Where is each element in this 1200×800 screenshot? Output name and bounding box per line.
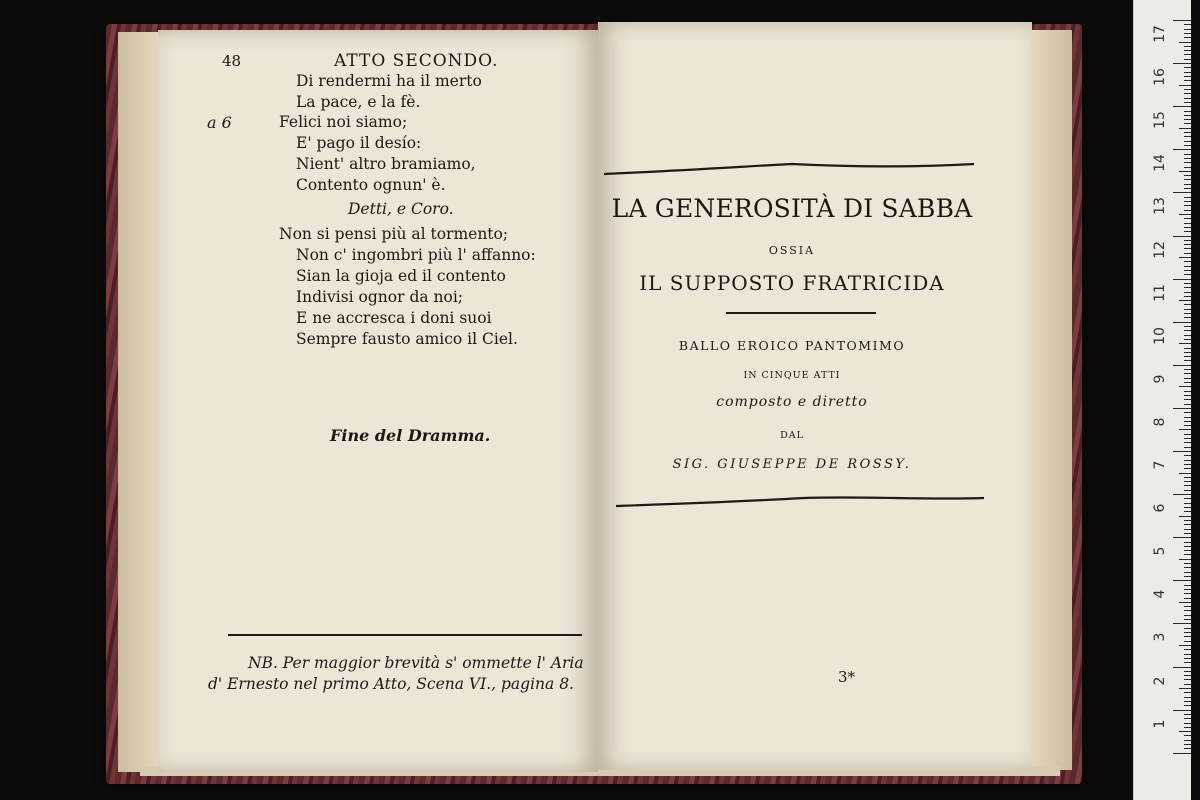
ruler-tick — [1184, 735, 1191, 736]
ruler-tick — [1179, 257, 1191, 258]
chorus-line: Sian la gioja ed il contento — [296, 267, 506, 285]
ruler-tick — [1184, 132, 1191, 133]
ruler-tick — [1184, 352, 1191, 353]
ruler-tick — [1184, 360, 1191, 361]
ruler-tick — [1184, 748, 1191, 749]
ruler-tick — [1184, 227, 1191, 228]
stage-direction: Detti, e Coro. — [348, 200, 454, 218]
ruler-tick — [1179, 559, 1191, 560]
composed: composto e diretto — [716, 394, 868, 410]
title: LA GENEROSITÀ DI SABBA — [611, 194, 973, 223]
ruler-tick — [1184, 455, 1191, 456]
ruler-tick — [1184, 76, 1191, 77]
ruler-tick — [1184, 542, 1191, 543]
ruler-tick — [1184, 223, 1191, 224]
ruler-tick — [1184, 304, 1191, 305]
ruler-number: 1 — [1152, 719, 1168, 729]
measuring-ruler — [1133, 0, 1191, 800]
ruler-tick — [1179, 516, 1191, 517]
ruler-number: 17 — [1152, 25, 1168, 43]
ruler-number: 7 — [1152, 460, 1168, 470]
ruler-tick — [1184, 684, 1191, 685]
ruler-tick — [1184, 317, 1191, 318]
ruler-tick — [1184, 421, 1191, 422]
ruler-tick — [1184, 115, 1191, 116]
ruler-tick — [1173, 149, 1191, 150]
ruler-tick — [1184, 287, 1191, 288]
ruler-tick — [1184, 244, 1191, 245]
ruler-tick — [1184, 610, 1191, 611]
ruler-tick — [1184, 705, 1191, 706]
ruler-tick — [1184, 399, 1191, 400]
ruler-tick — [1184, 184, 1191, 185]
ruler-tick — [1173, 236, 1191, 237]
ruler-tick — [1184, 378, 1191, 379]
ruler-tick — [1184, 442, 1191, 443]
ruler-tick — [1184, 29, 1191, 30]
ruler-tick — [1184, 274, 1191, 275]
ruler-tick — [1184, 654, 1191, 655]
ruler-number: 5 — [1152, 546, 1168, 556]
ruler-tick — [1184, 33, 1191, 34]
ruler-tick — [1184, 270, 1191, 271]
ruler-tick — [1184, 175, 1191, 176]
ruler-tick — [1184, 598, 1191, 599]
ruler-tick — [1184, 628, 1191, 629]
ruler-tick — [1184, 309, 1191, 310]
ruler-number: 14 — [1152, 154, 1168, 173]
ruler-tick — [1184, 292, 1191, 293]
ruler-tick — [1184, 24, 1191, 25]
ruler-tick — [1184, 546, 1191, 547]
ruler-tick — [1184, 649, 1191, 650]
ruler-tick — [1184, 692, 1191, 693]
ruler-tick — [1184, 615, 1191, 616]
ruler-tick — [1184, 468, 1191, 469]
ruler-tick — [1184, 123, 1191, 124]
ruler-tick — [1173, 408, 1191, 409]
ruler-tick — [1184, 179, 1191, 180]
ruler-tick — [1184, 485, 1191, 486]
ruler-tick — [1184, 197, 1191, 198]
page-number: 48 — [222, 52, 242, 70]
ruler-tick — [1184, 585, 1191, 586]
ruler-tick — [1184, 533, 1191, 534]
ruler-tick — [1173, 537, 1191, 538]
ruler-tick — [1184, 438, 1191, 439]
ruler-tick — [1179, 343, 1191, 344]
ruler-tick — [1184, 391, 1191, 392]
ruler-number: 2 — [1152, 676, 1168, 685]
subtitle: IL SUPPOSTO FRATRICIDA — [639, 271, 945, 295]
ruler-tick — [1173, 667, 1191, 668]
author: SIG. GIUSEPPE DE ROSSY. — [672, 457, 912, 472]
ruler-tick — [1184, 205, 1191, 206]
ruler-tick — [1179, 429, 1191, 430]
ruler-tick — [1184, 296, 1191, 297]
ruler-number: 6 — [1152, 503, 1168, 513]
ruler-tick — [1184, 576, 1191, 577]
ruler-tick — [1184, 313, 1191, 314]
ruler-tick — [1184, 98, 1191, 99]
ruler-tick — [1184, 679, 1191, 680]
ruler-tick — [1184, 330, 1191, 331]
ruler-tick — [1179, 386, 1191, 387]
ruler-tick — [1184, 89, 1191, 90]
ruler-number: 3 — [1152, 632, 1168, 642]
ruler-tick — [1173, 63, 1191, 64]
ruler-number: 9 — [1152, 374, 1168, 384]
ruler-tick — [1184, 619, 1191, 620]
ruler-tick — [1173, 279, 1191, 280]
ruler-tick — [1184, 404, 1191, 405]
ruler-tick — [1184, 723, 1191, 724]
ruler-tick — [1184, 188, 1191, 189]
ruler-tick — [1184, 718, 1191, 719]
ruler-tick — [1173, 451, 1191, 452]
ruler-tick — [1184, 210, 1191, 211]
chorus-line: Sempre fausto amico il Ciel. — [296, 330, 518, 348]
ruler-tick — [1179, 731, 1191, 732]
ruler-tick — [1173, 710, 1191, 711]
verse-line: Contento ognun' è. — [296, 176, 446, 194]
ruler-tick — [1184, 697, 1191, 698]
ruler-tick — [1184, 248, 1191, 249]
ruler-tick — [1184, 162, 1191, 163]
ruler-tick — [1184, 447, 1191, 448]
ruler-tick — [1184, 636, 1191, 637]
ruler-number: 13 — [1152, 197, 1168, 216]
left-page — [158, 30, 598, 772]
ruler-tick — [1184, 572, 1191, 573]
ruler-tick — [1184, 477, 1191, 478]
short-rule — [726, 312, 876, 314]
ruler-tick — [1184, 80, 1191, 81]
ruler-number: 11 — [1152, 283, 1168, 302]
ruler-number: 16 — [1152, 68, 1168, 87]
ruler-tick — [1184, 59, 1191, 60]
ruler-tick — [1184, 744, 1191, 745]
footnote-rule — [228, 634, 582, 636]
ruler-tick — [1184, 740, 1191, 741]
ruler-tick — [1179, 214, 1191, 215]
ruler-tick — [1184, 158, 1191, 159]
ruler-tick — [1184, 67, 1191, 68]
ruler-tick — [1184, 563, 1191, 564]
bottom-ornamental-rule — [614, 492, 988, 514]
ruler-number: 12 — [1152, 240, 1168, 259]
ruler-tick — [1184, 701, 1191, 702]
footnote-line-2: d' Ernesto nel primo Atto, Scena VI., pagina 8. — [208, 675, 574, 693]
genre: BALLO EROICO PANTOMIMO — [678, 338, 906, 353]
footnote-line-1: NB. Per maggior brevità s' ommette l' Aria — [248, 654, 584, 672]
chorus-line: E ne accresca i doni suoi — [296, 309, 492, 327]
verse-line: Di rendermi ha il merto — [296, 72, 482, 90]
ossia: OSSIA — [768, 244, 816, 257]
ruler-tick — [1184, 119, 1191, 120]
ruler-tick — [1179, 602, 1191, 603]
ruler-tick — [1184, 498, 1191, 499]
ruler-tick — [1179, 42, 1191, 43]
ruler-tick — [1179, 128, 1191, 129]
ruler-tick — [1184, 335, 1191, 336]
ruler-tick — [1184, 727, 1191, 728]
ruler-number: 15 — [1152, 111, 1168, 130]
right-page — [598, 22, 1032, 770]
ruler-tick — [1184, 102, 1191, 103]
ruler-tick — [1184, 111, 1191, 112]
ruler-tick — [1173, 753, 1191, 754]
ruler-tick — [1173, 365, 1191, 366]
ruler-tick — [1184, 567, 1191, 568]
ruler-tick — [1184, 658, 1191, 659]
ruler-tick — [1184, 382, 1191, 383]
ruler-tick — [1179, 645, 1191, 646]
ruler-tick — [1184, 54, 1191, 55]
ruler-tick — [1184, 154, 1191, 155]
ruler-tick — [1179, 300, 1191, 301]
ruler-tick — [1184, 240, 1191, 241]
ruler-tick — [1184, 50, 1191, 51]
ruler-tick — [1184, 93, 1191, 94]
ruler-tick — [1184, 201, 1191, 202]
ruler-tick — [1184, 606, 1191, 607]
ruler-tick — [1184, 72, 1191, 73]
chorus-line: Indivisi ognor da noi; — [296, 288, 464, 306]
top-ornamental-rule — [602, 160, 976, 182]
ruler-tick — [1184, 524, 1191, 525]
ruler-number: 10 — [1152, 326, 1168, 345]
ruler-tick — [1184, 231, 1191, 232]
ruler-tick — [1184, 589, 1191, 590]
ruler-tick — [1173, 20, 1191, 21]
ruler-tick — [1173, 580, 1191, 581]
running-head: ATTO SECONDO. — [334, 51, 499, 71]
ruler-tick — [1184, 339, 1191, 340]
ruler-tick — [1179, 85, 1191, 86]
ruler-tick — [1184, 218, 1191, 219]
ruler-tick — [1184, 253, 1191, 254]
ruler-tick — [1184, 425, 1191, 426]
ruler-tick — [1184, 460, 1191, 461]
ruler-tick — [1184, 511, 1191, 512]
chorus-line: Non si pensi più al tormento; — [279, 225, 509, 243]
ruler-tick — [1184, 550, 1191, 551]
ruler-tick — [1184, 266, 1191, 267]
ruler-tick — [1184, 369, 1191, 370]
ruler-tick — [1184, 167, 1191, 168]
ruler-tick — [1184, 434, 1191, 435]
ruler-tick — [1184, 554, 1191, 555]
ruler-tick — [1184, 671, 1191, 672]
a6-label: a 6 — [207, 113, 232, 132]
ruler-tick — [1184, 141, 1191, 142]
verse-line: Felici noi siamo; — [279, 113, 408, 131]
ruler-tick — [1184, 136, 1191, 137]
ruler-tick — [1184, 261, 1191, 262]
ruler-tick — [1184, 714, 1191, 715]
ruler-tick — [1184, 593, 1191, 594]
acts: IN CINQUE ATTI — [743, 370, 841, 381]
ruler-tick — [1184, 326, 1191, 327]
signature-mark: 3* — [838, 668, 856, 686]
ruler-tick — [1179, 688, 1191, 689]
ruler-tick — [1184, 412, 1191, 413]
ruler-tick — [1184, 37, 1191, 38]
ruler-tick — [1173, 106, 1191, 107]
ruler-tick — [1173, 494, 1191, 495]
ruler-tick — [1179, 473, 1191, 474]
ruler-tick — [1184, 356, 1191, 357]
ruler-number: 4 — [1152, 589, 1168, 599]
ruler-tick — [1184, 507, 1191, 508]
ruler-tick — [1184, 520, 1191, 521]
ruler-tick — [1184, 417, 1191, 418]
ruler-tick — [1173, 322, 1191, 323]
left-endpaper — [118, 32, 162, 772]
dal: DAL — [780, 430, 804, 441]
ruler-tick — [1184, 283, 1191, 284]
ruler-tick — [1184, 641, 1191, 642]
verse-line: Nient' altro bramiamo, — [296, 155, 476, 173]
ruler-tick — [1184, 46, 1191, 47]
ruler-number: 8 — [1152, 417, 1168, 427]
ruler-tick — [1184, 490, 1191, 491]
ruler-tick — [1184, 348, 1191, 349]
fine-del-dramma: Fine del Dramma. — [330, 426, 491, 445]
ruler-tick — [1184, 145, 1191, 146]
verse-line: La pace, e la fè. — [296, 93, 421, 111]
ruler-tick — [1184, 395, 1191, 396]
ruler-tick — [1184, 481, 1191, 482]
ruler-tick — [1179, 171, 1191, 172]
ruler-tick — [1184, 373, 1191, 374]
verse-line: E' pago il desío: — [296, 134, 422, 152]
ruler-tick — [1184, 662, 1191, 663]
chorus-line: Non c' ingombri più l' affanno: — [296, 246, 536, 264]
ruler-tick — [1184, 675, 1191, 676]
ruler-tick — [1173, 623, 1191, 624]
ruler-tick — [1184, 464, 1191, 465]
ruler-tick — [1173, 192, 1191, 193]
ruler-tick — [1184, 503, 1191, 504]
right-endpaper — [1028, 30, 1072, 770]
ruler-tick — [1184, 529, 1191, 530]
ruler-tick — [1184, 632, 1191, 633]
